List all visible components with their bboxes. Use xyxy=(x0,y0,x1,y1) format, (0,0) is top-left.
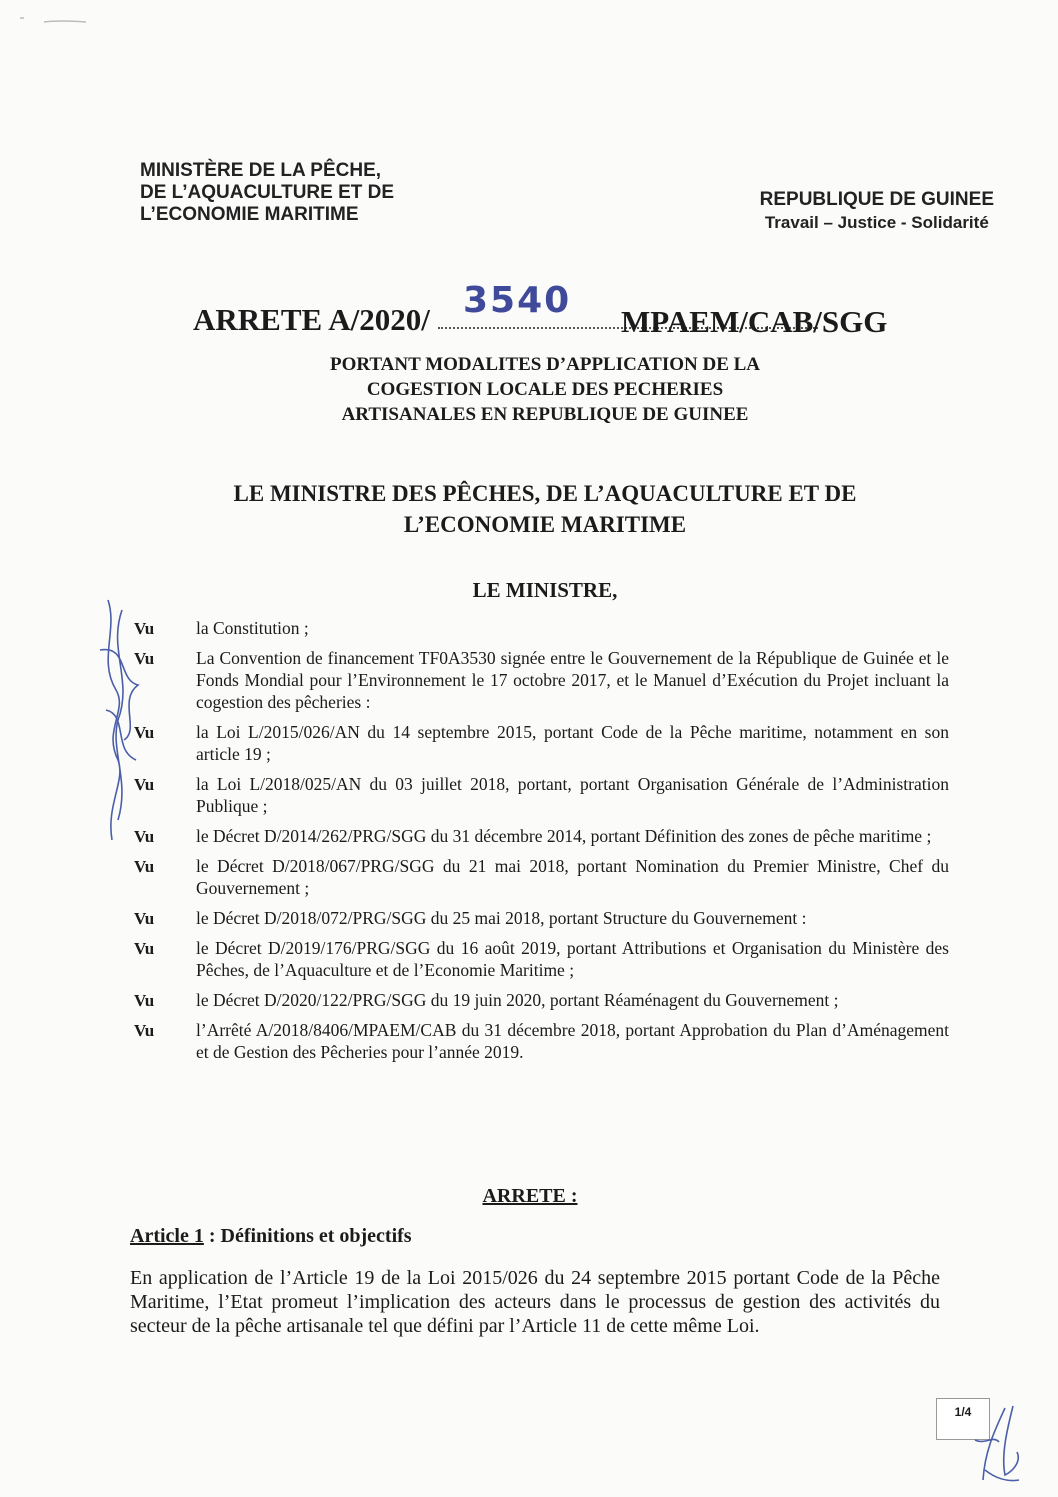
decree-suffix: MPAEM/CAB/SGG xyxy=(621,304,888,339)
decree-number-stamp: 3540 xyxy=(463,280,572,321)
vu-keyword: Vu xyxy=(134,619,155,638)
minister-title-line-2: L’ECONOMIE MARITIME xyxy=(403,512,687,537)
country-name: REPUBLIQUE DE GUINEE xyxy=(759,189,994,210)
republic-header xyxy=(760,188,994,234)
vu-text: le Décret D/2014/262/PRG/SGG du 31 décembre 2014, portant Définition des zones de pêche maritime ; xyxy=(196,826,932,846)
article-1-heading xyxy=(130,1225,412,1248)
vu-item xyxy=(134,647,949,713)
vu-item xyxy=(134,825,949,847)
vu-item xyxy=(134,907,949,929)
subtitle-line-2: COGESTION LOCALE DES PECHERIES xyxy=(366,379,724,400)
vu-item xyxy=(134,617,949,639)
minister-title xyxy=(150,478,940,540)
ministry-line-3: L’ECONOMIE MARITIME xyxy=(140,204,359,225)
decree-subtitle xyxy=(240,352,850,427)
national-motto: Travail – Justice - Solidarité xyxy=(764,213,989,232)
subtitle-line-3: ARTISANALES EN REPUBLIQUE DE GUINEE xyxy=(341,404,749,425)
vu-text: l’Arrêté A/2018/8406/MPAEM/CAB du 31 décembre 2018, portant Approbation du Plan d’Aménagement et de Gestion des Pêcheries pour l’année 2019. xyxy=(196,1020,949,1062)
vu-keyword: Vu xyxy=(134,723,155,742)
vu-text: le Décret D/2018/067/PRG/SGG du 21 mai 2018, portant Nomination du Premier Ministre, Chef du Gouvernement ; xyxy=(196,856,949,898)
vu-text: la Loi L/2018/025/AN du 03 juillet 2018, portant, portant Organisation Générale de l’Administration Publique ; xyxy=(196,774,949,816)
vu-keyword: Vu xyxy=(134,1021,155,1040)
minister-title-line-1: LE MINISTRE DES PÊCHES, DE L’AQUACULTURE ET DE xyxy=(233,481,857,506)
vu-keyword: Vu xyxy=(134,775,155,794)
vu-text: la Loi L/2015/026/AN du 14 septembre 2015, portant Code de la Pêche maritime, notamment en son article 19 ; xyxy=(196,722,949,764)
decree-prefix: ARRETE A/2020/ xyxy=(193,302,430,337)
vu-item xyxy=(134,773,949,817)
vu-keyword: Vu xyxy=(134,857,155,876)
vu-list xyxy=(134,617,949,1071)
article-1-label: Article 1 xyxy=(130,1225,204,1247)
page-number: 1/4 xyxy=(936,1398,990,1440)
ministry-line-2: DE L’AQUACULTURE ET DE xyxy=(140,182,395,203)
vu-item xyxy=(134,1019,949,1063)
vu-keyword: Vu xyxy=(134,649,155,668)
vu-text: le Décret D/2019/176/PRG/SGG du 16 août 2019, portant Attributions et Organisation du Ministère des Pêches, de l’Aquaculture et de l’Economie Maritime ; xyxy=(196,938,949,980)
vu-text: le Décret D/2020/122/PRG/SGG du 19 juin 2020, portant Réaménagent du Gouvernement ; xyxy=(196,990,839,1010)
scan-artifact-mark xyxy=(14,10,94,30)
vu-item xyxy=(134,989,949,1011)
le-ministre-heading: LE MINISTRE, xyxy=(472,578,618,602)
vu-text: La Convention de financement TF0A3530 signée entre le Gouvernement de la République de Guinée et le Fonds Mondial pour l’Environnement le 17 octobre 2017, et le Manuel d’Exécution du Projet incluant la cogestion des pêcheries : xyxy=(196,648,949,712)
article-1-body: En application de l’Article 19 de la Loi 2015/026 du 24 septembre 2015 portant Code de la Pêche Maritime, l’Etat promeut l’implication des acteurs dans le processus de gestion des activités du secteur de la pêche artisanale tel que défini par l’Article 11 de cette même Loi. xyxy=(130,1267,940,1337)
vu-keyword: Vu xyxy=(134,827,155,846)
arrete-heading: ARRETE : xyxy=(482,1185,578,1207)
ministry-header xyxy=(140,160,394,226)
vu-text: le Décret D/2018/072/PRG/SGG du 25 mai 2018, portant Structure du Gouvernement : xyxy=(196,908,807,928)
subtitle-line-1: PORTANT MODALITES D’APPLICATION DE LA xyxy=(329,354,761,375)
vu-keyword: Vu xyxy=(134,991,155,1010)
vu-keyword: Vu xyxy=(134,909,155,928)
page-initials xyxy=(955,1400,1035,1490)
vu-item xyxy=(134,721,949,765)
ministry-line-1: MINISTÈRE DE LA PÊCHE, xyxy=(140,160,382,181)
article-1-title: : Définitions et objectifs xyxy=(203,1225,412,1247)
vu-keyword: Vu xyxy=(134,939,155,958)
vu-item xyxy=(134,855,949,899)
vu-item xyxy=(134,937,949,981)
vu-text: la Constitution ; xyxy=(196,618,309,638)
